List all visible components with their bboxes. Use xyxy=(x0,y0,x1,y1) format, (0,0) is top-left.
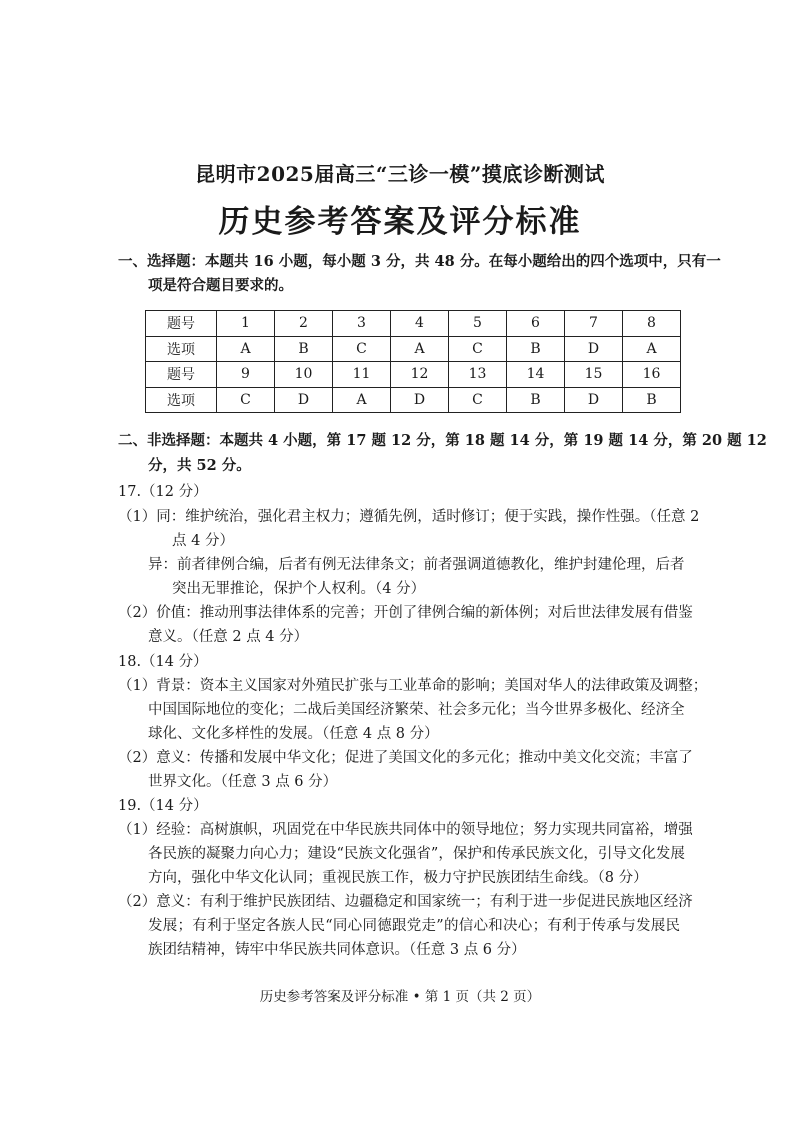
table-cell: A xyxy=(391,336,449,362)
q19-p2-line: 族团结精神，铸牢中华民族共同体意识。（任意 3 点 6 分） xyxy=(148,942,526,958)
table-row xyxy=(146,362,681,388)
table-cell: A xyxy=(217,336,275,362)
table-cell: 16 xyxy=(623,362,681,388)
q18-heading: 18.（14 分） xyxy=(118,654,208,670)
table-cell: 4 xyxy=(391,311,449,337)
table-cell: 10 xyxy=(275,362,333,388)
table-cell: 7 xyxy=(565,311,623,337)
row-header-cell: 选项 xyxy=(146,387,217,413)
table-cell: D xyxy=(565,336,623,362)
table-cell: 1 xyxy=(217,311,275,337)
q19-p1-line: （1）经验：高树旗帜，巩固党在中华民族共同体中的领导地位；努力实现共同富裕，增强 xyxy=(118,822,693,838)
q18-p1-line: 中国国际地位的变化；二战后美国经济繁荣、社会多元化；当今世界多极化、经济全 xyxy=(148,702,685,718)
section1-heading-cont: 项是符合题目要求的。 xyxy=(148,277,293,294)
q17-p1b-line: 突出无罪推论，保护个人权利。（4 分） xyxy=(172,581,426,597)
row-header-cell: 题号 xyxy=(146,362,217,388)
table-cell: B xyxy=(507,387,565,413)
row-header-cell: 题号 xyxy=(146,311,217,337)
page-footer: 历史参考答案及评分标准 • 第 1 页（共 2 页） xyxy=(259,989,541,1005)
q19-heading: 19.（14 分） xyxy=(118,798,208,814)
q17-p1b-line: 异：前者律例合编，后者有例无法律条文；前者强调道德教化，维护封建伦理，后者 xyxy=(148,557,685,573)
q19-p2-line: 发展；有利于坚定各族人民“同心同德跟党走”的信心和决心；有利于传承与发展民 xyxy=(148,918,680,934)
table-cell: B xyxy=(275,336,333,362)
q19-p1-line: 各民族的凝聚力向心力；建设“民族文化强省”，保护和传承民族文化，引导文化发展 xyxy=(148,846,685,862)
q17-p2-line: （2）价值：推动刑事法律体系的完善；开创了律例合编的新体例；对后世法律发展有借鉴 xyxy=(118,605,693,621)
q19-p1-line: 方向，强化中华文化认同；重视民族工作，极力守护民族团结生命线。（8 分） xyxy=(148,870,648,886)
q19-p2-line: （2）意义：有利于维护民族团结、边疆稳定和国家统一；有利于进一步促进民族地区经济 xyxy=(118,894,693,910)
q18-p2-line: 世界文化。（任意 3 点 6 分） xyxy=(148,774,338,790)
q17-heading: 17.（12 分） xyxy=(118,484,208,500)
q17-p1-line: 点 4 分） xyxy=(172,533,234,549)
table-cell: D xyxy=(391,387,449,413)
exam-title: 昆明市2025届高三“三诊一模”摸底诊断测试 xyxy=(195,162,605,186)
section1-heading: 一、选择题：本题共 16 小题，每小题 3 分，共 48 分。在每小题给出的四个选项中，只有一 xyxy=(118,253,721,270)
table-cell: 6 xyxy=(507,311,565,337)
document-title: 历史参考答案及评分标准 xyxy=(218,204,582,240)
table-cell: C xyxy=(449,387,507,413)
table-cell: B xyxy=(623,387,681,413)
row-header-cell: 选项 xyxy=(146,336,217,362)
table-cell: A xyxy=(623,336,681,362)
table-cell: 8 xyxy=(623,311,681,337)
q17-p1-line: （1）同：维护统治，强化君主权力；遵循先例，适时修订；便于实践，操作性强。（任意 2 xyxy=(118,509,700,525)
q18-p1-line: 球化、文化多样性的发展。（任意 4 点 8 分） xyxy=(148,726,439,742)
table-cell: 14 xyxy=(507,362,565,388)
q17-p2-line: 意义。（任意 2 点 4 分） xyxy=(148,629,309,645)
q18-p2-line: （2）意义：传播和发展中华文化；促进了美国文化的多元化；推动中美文化交流；丰富了 xyxy=(118,750,693,766)
table-row xyxy=(146,336,681,362)
section2-heading-cont: 分，共 52 分。 xyxy=(148,457,251,474)
table-cell: C xyxy=(217,387,275,413)
table-cell: A xyxy=(333,387,391,413)
table-cell: 2 xyxy=(275,311,333,337)
table-row xyxy=(146,387,681,413)
table-cell: 13 xyxy=(449,362,507,388)
table-row xyxy=(146,311,681,337)
table-cell: 15 xyxy=(565,362,623,388)
table-cell: B xyxy=(507,336,565,362)
table-cell: 5 xyxy=(449,311,507,337)
section2-heading: 二、非选择题：本题共 4 小题，第 17 题 12 分，第 18 题 14 分，第 19 题 14 分，第 20 题 12 xyxy=(118,432,767,449)
table-cell: 12 xyxy=(391,362,449,388)
table-cell: D xyxy=(275,387,333,413)
answer-table xyxy=(145,310,681,413)
table-cell: D xyxy=(565,387,623,413)
table-cell: C xyxy=(333,336,391,362)
table-cell: 3 xyxy=(333,311,391,337)
table-cell: C xyxy=(449,336,507,362)
table-cell: 11 xyxy=(333,362,391,388)
q18-p1-line: （1）背景：资本主义国家对外殖民扩张与工业革命的影响；美国对华人的法律政策及调整； xyxy=(118,678,708,694)
table-cell: 9 xyxy=(217,362,275,388)
